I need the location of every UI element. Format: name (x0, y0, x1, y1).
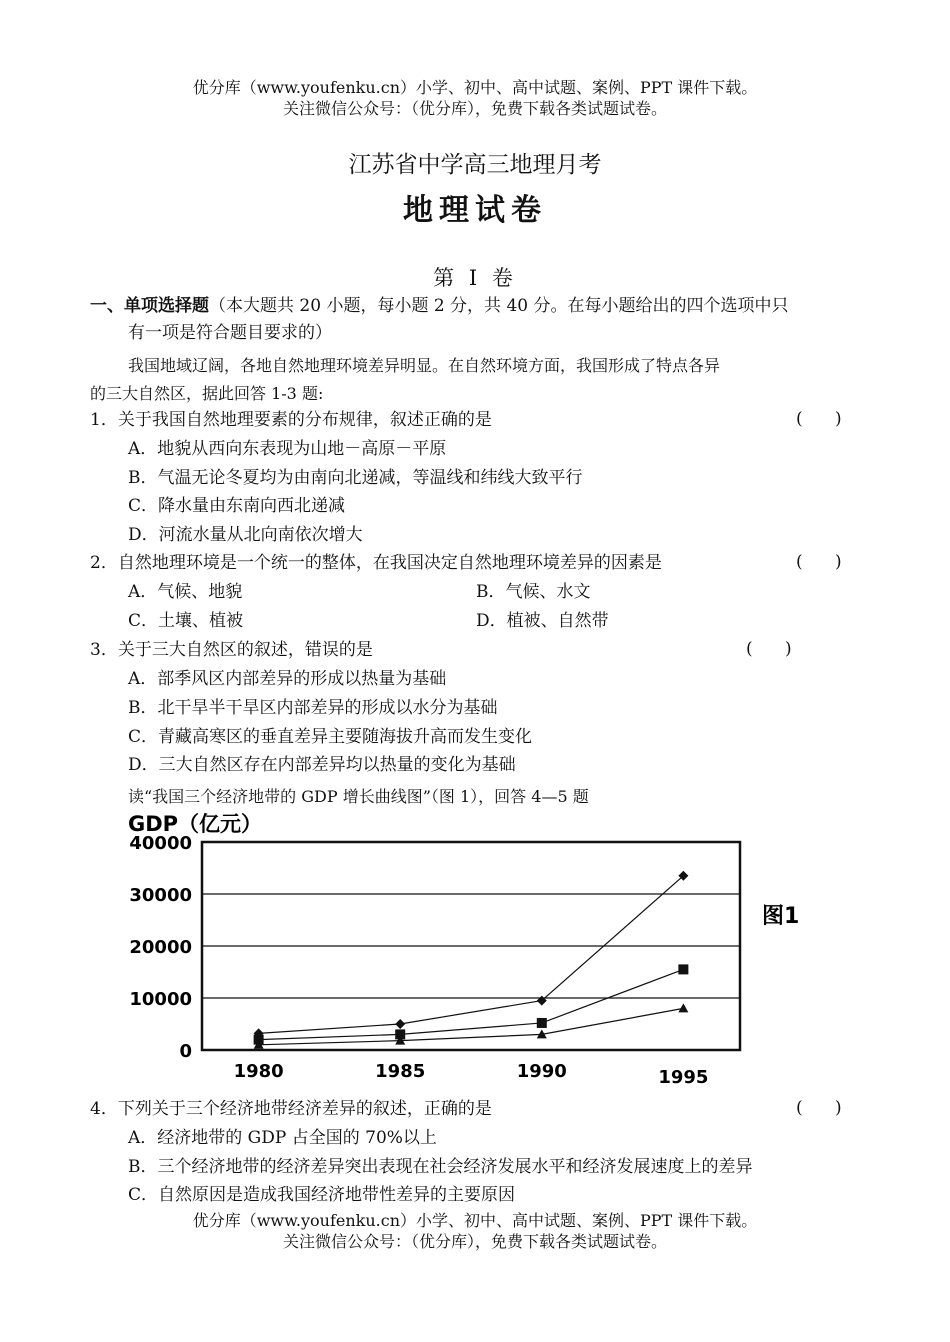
exam-main-title: 地理试卷 (403, 193, 547, 228)
series-line-1 (259, 876, 684, 1034)
footer-line-1: 优分库（www.youfenku.cn）小学、初中、高中试题、案例、PPT 课件下载。 (192, 1211, 758, 1230)
x-tick-label: 1990 (516, 1061, 567, 1082)
data-point-triangle (678, 1003, 688, 1012)
y-axis-title: GDP（亿元） (128, 812, 263, 836)
chart-intro: 读“我国三个经济地带的 GDP 增长曲线图”（图 1），回答 4—5 题 (128, 787, 589, 806)
series-line-3 (259, 1008, 684, 1044)
exam-school-title: 江苏省中学高三地理月考 (348, 152, 602, 178)
intro-line-1: 我国地域辽阔，各地自然地理环境差异明显。在自然环境方面，我国形成了特点各异 (128, 356, 721, 375)
y-tick-label: 40000 (129, 833, 192, 854)
section-label: 一、单项选择题 (90, 296, 209, 316)
x-tick-label: 1995 (658, 1067, 709, 1088)
figure-label: 图1 (762, 904, 800, 929)
q2-option-a: A．气候、地貌 (128, 582, 243, 602)
header-line-2: 关注微信公众号：（优分库），免费下载各类试题试卷。 (282, 99, 667, 118)
x-tick-label: 1985 (375, 1061, 426, 1082)
q2-answer-paren: ( ) (796, 552, 842, 572)
q4-option-c: C．自然原因是造成我国经济地带性差异的主要原因 (128, 1185, 516, 1205)
q1-option-a: A．地貌从西向东表现为山地－高原－平原 (128, 439, 447, 459)
q2-stem: 2．自然地理环境是一个统一的整体，在我国决定自然地理环境差异的因素是 (90, 553, 662, 573)
x-tick-label: 1980 (233, 1061, 284, 1082)
footer-line-2: 关注微信公众号：（优分库），免费下载各类试题试卷。 (282, 1232, 667, 1251)
y-tick-label: 10000 (129, 989, 192, 1010)
q1-stem: 1．关于我国自然地理要素的分布规律，叙述正确的是 (90, 410, 492, 430)
q4-answer-paren: ( ) (796, 1098, 842, 1118)
q1-answer-paren: ( ) (796, 409, 842, 429)
q4-option-b: B．三个经济地带的经济差异突出表现在社会经济发展水平和经济发展速度上的差异 (128, 1157, 753, 1177)
q1-option-b: B．气温无论冬夏均为由南向北递减，等温线和纬线大致平行 (128, 468, 583, 488)
y-tick-label: 30000 (129, 885, 192, 906)
q2-option-c: C．土壤、植被 (128, 611, 244, 631)
data-point-square (537, 1018, 547, 1028)
q1-option-c: C．降水量由东南向西北递减 (128, 496, 346, 516)
gdp-growth-chart (110, 805, 830, 1090)
section-desc-2: 有一项是符合题目要求的） (128, 323, 332, 343)
data-point-square (678, 964, 688, 974)
q3-stem: 3．关于三大自然区的叙述，错误的是 (90, 640, 373, 660)
q3-option-d: D．三大自然区存在内部差异均以热量的变化为基础 (128, 755, 516, 775)
y-tick-label: 20000 (129, 937, 192, 958)
data-point-diamond (395, 1019, 405, 1029)
q3-option-c: C．青藏高寒区的垂直差异主要随海拔升高而发生变化 (128, 727, 533, 747)
volume-title: 第 I 卷 (433, 266, 517, 290)
q3-option-a: A．部季风区内部差异的形成以热量为基础 (128, 669, 447, 689)
intro-line-2: 的三大自然区，据此回答 1-3 题: (90, 384, 324, 403)
q2-option-d: D．植被、自然带 (476, 611, 609, 631)
q4-option-a: A．经济地带的 GDP 占全国的 70%以上 (128, 1128, 437, 1148)
q2-option-b: B．气候、水文 (476, 582, 591, 602)
q1-option-d: D．河流水量从北向南依次增大 (128, 525, 363, 545)
y-tick-label: 0 (179, 1041, 192, 1062)
section-heading (90, 295, 789, 317)
q3-answer-paren: ( ) (746, 639, 792, 659)
section-desc-1: （本大题共 20 小题，每小题 2 分，共 40 分。在每小题给出的四个选项中只 (209, 296, 789, 316)
header-line-1: 优分库（www.youfenku.cn）小学、初中、高中试题、案例、PPT 课件下载。 (192, 78, 758, 97)
q4-stem: 4．下列关于三个经济地带经济差异的叙述，正确的是 (90, 1099, 492, 1119)
q3-option-b: B．北干旱半干旱区内部差异的形成以水分为基础 (128, 698, 498, 718)
